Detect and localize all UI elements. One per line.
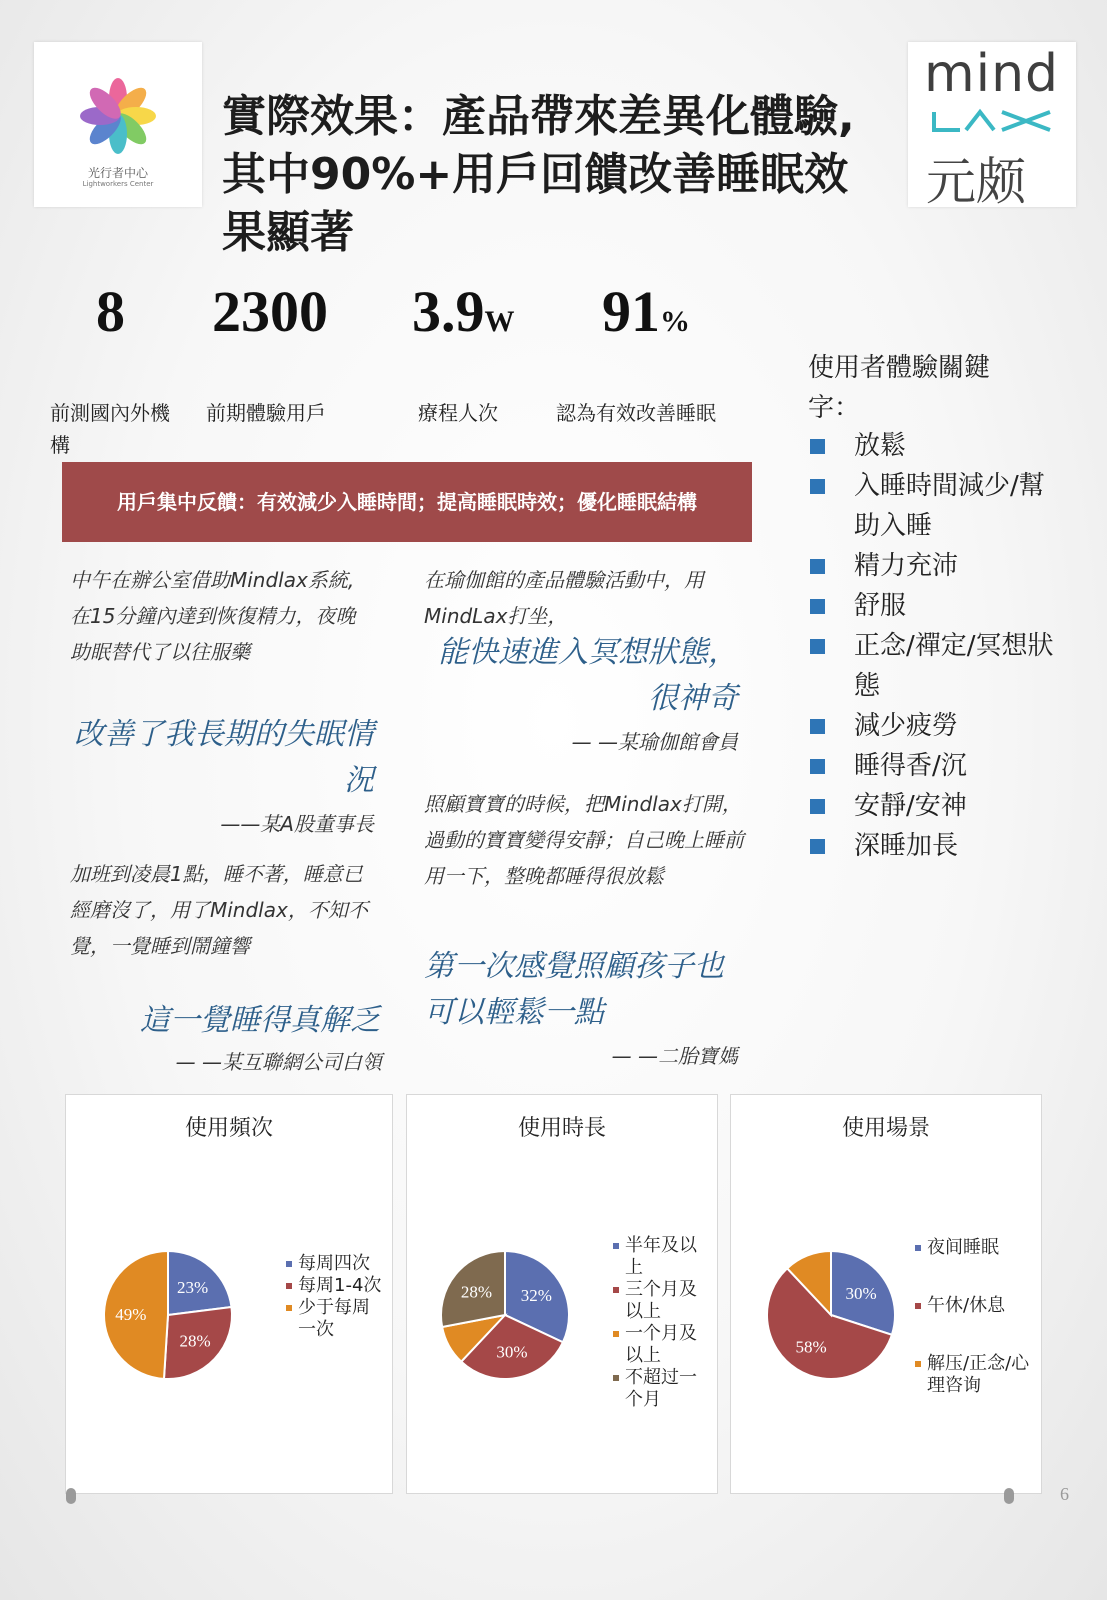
scroll-handle-left[interactable] [66, 1488, 76, 1504]
testimonial-quote: 改善了我長期的失眠情況 [74, 717, 374, 798]
chart-panel-frequency [65, 1094, 393, 1494]
pie-chart-scenario [761, 1245, 901, 1385]
testimonial-quote: 第一次感覺照顧孩子也可以輕鬆一點 [424, 949, 724, 1030]
bullet-square-icon [810, 639, 825, 654]
bullet-square-icon [810, 599, 825, 614]
chart-panel-scenario [730, 1094, 1042, 1494]
legend-item: 一个月及以上 [613, 1323, 707, 1367]
testimonial-body: 加班到凌晨1點，睡不著，睡意已經磨沒了，用了Mindlax，不知不覺，一覺睡到鬧鐘響 [70, 862, 368, 958]
logo-word: mind [924, 44, 1060, 104]
pie-data-label: 30% [496, 1342, 528, 1362]
mindlax-logo [908, 42, 1076, 211]
keywords-list [808, 426, 1058, 866]
legend-swatch [915, 1245, 921, 1251]
testimonial-quote: 這一覺睡得真解乏 [140, 1003, 380, 1038]
bullet-square-icon [810, 759, 825, 774]
pie-data-label: 58% [795, 1337, 827, 1357]
keyword-item: 睡得香/沉 [808, 746, 1058, 786]
stat-label-effective: 認為有效改善睡眠 [556, 401, 716, 425]
chart-title: 使用時長 [517, 1116, 606, 1141]
logo-name-cn: 光行者中心 [87, 166, 148, 180]
legend-swatch [286, 1261, 292, 1267]
legend-item: 夜间睡眠 [915, 1237, 1033, 1259]
legend-swatch [613, 1243, 619, 1249]
chart-legend [915, 1237, 1033, 1397]
stat-value-effective: 91% [602, 279, 690, 344]
bullet-square-icon [810, 839, 825, 854]
bullet-square-icon [810, 439, 825, 454]
bullet-square-icon [810, 479, 825, 494]
chart-title: 使用場景 [841, 1116, 930, 1141]
legend-swatch [613, 1331, 619, 1337]
bullet-square-icon [810, 559, 825, 574]
pie-chart-duration [435, 1245, 575, 1385]
legend-item: 解压/正念/心理咨询 [915, 1353, 1033, 1397]
keyword-item: 深睡加長 [808, 826, 1058, 866]
legend-swatch [286, 1283, 292, 1289]
pie-chart-frequency [98, 1245, 238, 1385]
scroll-handle-right[interactable] [1004, 1488, 1014, 1504]
testimonial-body: 中午在辦公室借助Mindlax系統,在15分鐘內達到恢復精力，夜晚助眠替代了以往服藥 [70, 568, 356, 664]
legend-item: 半年及以上 [613, 1235, 707, 1279]
logo-name-en: Lightworkers Center [82, 180, 154, 188]
stat-label-sessions: 療程人次 [418, 401, 498, 425]
keyword-item: 入睡時間減少/幫助入睡 [808, 466, 1058, 546]
testimonial-attribution: — —某互聯網公司白領 [175, 1050, 382, 1074]
stat-label-users: 前期體驗用戶 [206, 401, 326, 425]
pie-data-label: 30% [845, 1284, 877, 1304]
testimonial-attribution: — —某瑜伽館會員 [571, 730, 738, 754]
legend-item: 不超过一个月 [613, 1367, 707, 1411]
legend-item: 每周1-4次 [286, 1275, 382, 1297]
stat-label-institutions: 前測國內外機構 [50, 401, 170, 457]
lightworkers-logo [34, 42, 202, 207]
legend-item: 三个月及以上 [613, 1279, 707, 1323]
logo-name-cn: 元颇 [926, 153, 1026, 211]
page-number: 6 [1060, 1484, 1069, 1504]
bullet-square-icon [810, 719, 825, 734]
legend-item: 每周四次 [286, 1253, 382, 1275]
legend-item: 午休/休息 [915, 1295, 1033, 1317]
stat-value-institutions: 8 [96, 279, 125, 344]
pie-data-label: 49% [115, 1304, 147, 1324]
keyword-item: 正念/禪定/冥想狀態 [808, 626, 1058, 706]
pie-data-label: 28% [179, 1331, 211, 1351]
testimonial-body: 在瑜伽館的產品體驗活動中，用MindLax打坐， [424, 568, 704, 628]
pie-data-label: 28% [460, 1282, 492, 1302]
testimonial-attribution: ——某A股董事長 [220, 812, 374, 836]
testimonial-body: 照顧寶寶的時候，把Mindlax打開，過動的寶寶變得安靜；自己晚上睡前用一下，整晚都睡得很放鬆 [424, 792, 744, 888]
legend-swatch [613, 1287, 619, 1293]
stat-value-users: 2300 [212, 279, 328, 344]
testimonial-quote: 能快速進入冥想狀態，很神奇 [438, 635, 738, 716]
feedback-banner: 用戶集中反饋：有效減少入睡時間；提高睡眠時效；優化睡眠結構 [62, 462, 752, 542]
pie-data-label: 32% [520, 1286, 552, 1306]
legend-swatch [915, 1361, 921, 1367]
legend-item: 少于每周一次 [286, 1297, 382, 1341]
keyword-item: 減少疲勞 [808, 706, 1058, 746]
legend-swatch [613, 1375, 619, 1381]
legend-swatch [915, 1303, 921, 1309]
pie-data-label: 23% [176, 1278, 209, 1298]
chart-legend [286, 1253, 382, 1341]
chart-legend [613, 1235, 707, 1411]
page-title: 實際效果：產品帶來差異化體驗,其中90%+用戶回饋改善睡眠效果顯著 [222, 91, 855, 258]
keyword-item: 放鬆 [808, 426, 1058, 466]
keywords-title: 使用者體驗關鍵字： [808, 353, 991, 423]
chart-panel-duration [406, 1094, 718, 1494]
legend-swatch [286, 1305, 292, 1311]
keyword-item: 精力充沛 [808, 546, 1058, 586]
bullet-square-icon [810, 799, 825, 814]
testimonial-attribution: — —二胎寶媽 [611, 1044, 738, 1068]
chart-title: 使用頻次 [184, 1116, 273, 1141]
keyword-item: 舒服 [808, 586, 1058, 626]
flower-logo-icon [78, 76, 158, 156]
stat-value-sessions: 3.9W [412, 279, 515, 344]
keyword-item: 安靜/安神 [808, 786, 1058, 826]
